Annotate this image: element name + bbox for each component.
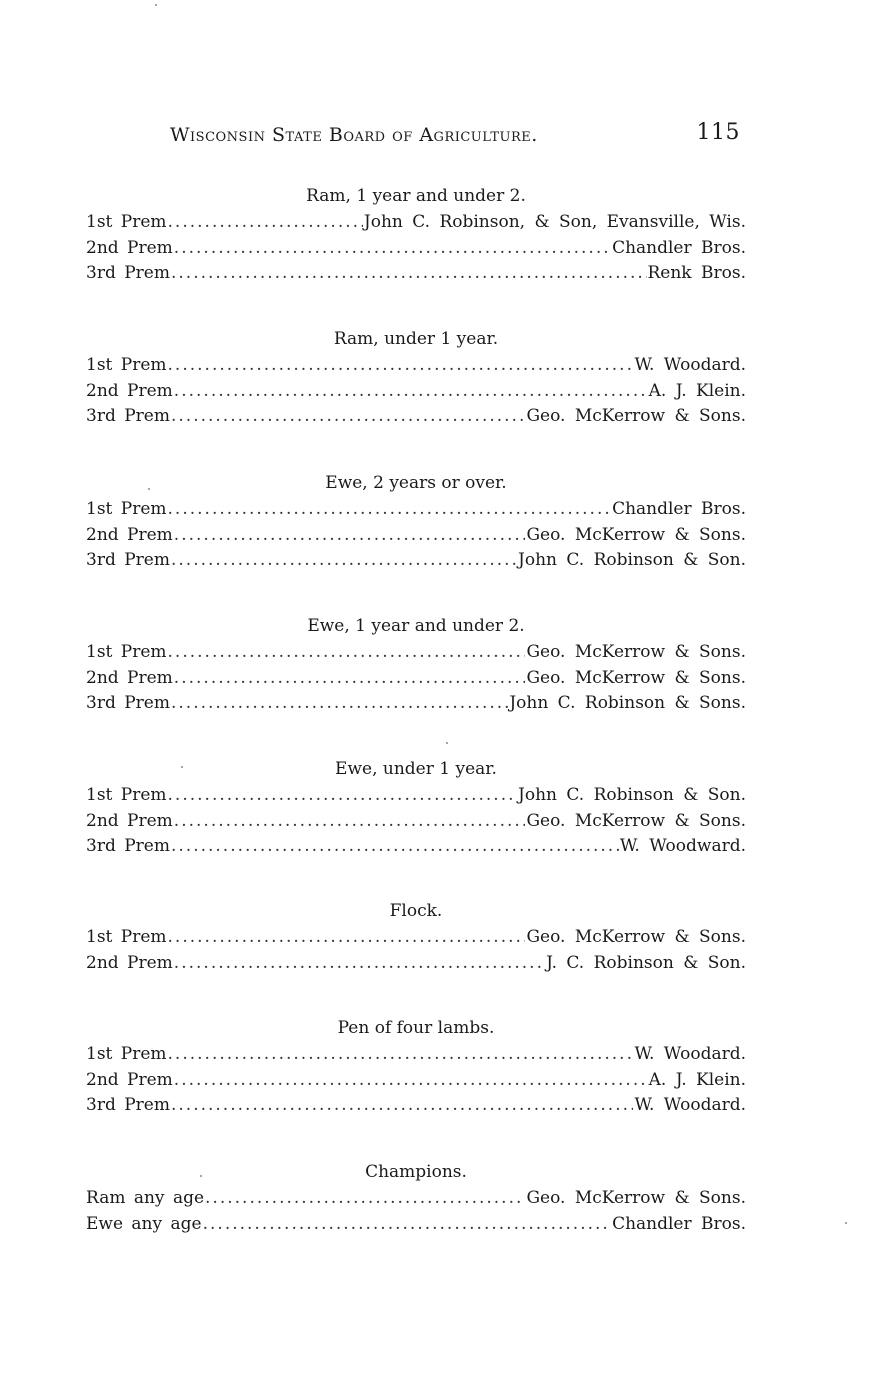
entry-label: 3rd Prem: [86, 406, 170, 426]
premium-entry: [86, 809, 746, 835]
print-speck: [155, 4, 157, 6]
section-heading: Ewe, 1 year and under 2.: [307, 616, 525, 636]
dot-leader: [174, 666, 526, 692]
print-speck: [845, 1222, 847, 1224]
section-champions: [86, 1160, 746, 1237]
entry-label: 3rd Prem: [86, 1095, 170, 1115]
premium-entry: [86, 834, 746, 860]
dot-leader: [171, 548, 517, 574]
entry-winner: Geo. McKerrow & Sons.: [526, 667, 746, 688]
entry-winner: J. C. Robinson & Son.: [546, 952, 746, 973]
dot-leader: [171, 691, 508, 717]
premium-entry: [86, 548, 746, 574]
premium-entry: [86, 404, 746, 430]
dot-leader: [174, 809, 526, 835]
premium-entry: [86, 691, 746, 717]
entry-label: 1st Prem: [86, 499, 167, 519]
entry-winner: W. Woodward.: [619, 836, 746, 856]
premium-entry: [86, 783, 746, 809]
entry-winner: Geo. McKerrow & Sons.: [526, 406, 746, 426]
dot-leader: [168, 353, 634, 379]
premium-entry: [86, 640, 746, 666]
entry-winner: John C. Robinson, & Son, Evansville, Wis.: [363, 212, 746, 232]
entry-winner: Chandler Bros.: [612, 1213, 746, 1234]
entry-label: 2nd Prem: [86, 1069, 173, 1090]
dot-leader: [174, 236, 611, 262]
dot-leader: [174, 523, 526, 549]
entry-winner: Geo. McKerrow & Sons.: [526, 927, 746, 947]
dot-leader: [171, 261, 647, 287]
entry-label: 3rd Prem: [86, 550, 170, 570]
dot-leader: [168, 640, 526, 666]
entry-label: 1st Prem: [86, 1044, 167, 1064]
entry-label: 3rd Prem: [86, 836, 170, 856]
premium-entry: [86, 379, 746, 405]
running-head: [170, 120, 740, 150]
entry-label: 1st Prem: [86, 785, 167, 805]
entry-winner: Chandler Bros.: [612, 499, 746, 519]
premium-entry: [86, 1186, 746, 1212]
entry-winner: John C. Robinson & Son.: [518, 550, 746, 570]
entry-label: 2nd Prem: [86, 952, 173, 973]
section-ewe-1-year: [86, 614, 746, 717]
premium-entry: [86, 666, 746, 692]
entry-winner: A. J. Klein.: [648, 1069, 746, 1090]
entry-winner: John C. Robinson & Sons.: [509, 693, 746, 713]
entry-label: 3rd Prem: [86, 693, 170, 713]
entry-label: 3rd Prem: [86, 263, 170, 283]
dot-leader: [168, 783, 518, 809]
entry-winner: Chandler Bros.: [612, 237, 746, 258]
premium-entry: [86, 925, 746, 951]
premium-entry: [86, 497, 746, 523]
print-speck: [446, 742, 448, 744]
premium-entry: [86, 210, 746, 236]
dot-leader: [205, 1186, 525, 1212]
entry-label: Ram any age: [86, 1188, 205, 1208]
entry-label: 2nd Prem: [86, 667, 173, 688]
premium-entry: [86, 353, 746, 379]
section-flock: [86, 899, 746, 976]
dot-leader: [168, 497, 612, 523]
entry-winner: John C. Robinson & Son.: [518, 785, 746, 805]
section-ewe-under-1-year: [86, 757, 746, 860]
entry-winner: W. Woodard.: [634, 1044, 746, 1064]
entry-winner: Geo. McKerrow & Sons.: [526, 524, 746, 545]
dot-leader: [171, 1093, 633, 1119]
section-heading: Pen of four lambs.: [337, 1018, 495, 1038]
dot-leader: [171, 834, 619, 860]
dot-leader: [174, 379, 648, 405]
entry-winner: W. Woodard.: [634, 355, 746, 375]
section-ram-1-year: [86, 184, 746, 287]
section-ewe-2-years: [86, 471, 746, 574]
print-speck: [148, 488, 150, 490]
print-speck: [200, 1175, 202, 1177]
dot-leader: [203, 1212, 611, 1238]
entry-winner: W. Woodard.: [634, 1095, 746, 1115]
dot-leader: [168, 1042, 634, 1068]
section-heading: Flock.: [389, 901, 443, 921]
premium-entry: [86, 523, 746, 549]
section-heading: Ewe, under 1 year.: [335, 759, 497, 779]
entry-label: 1st Prem: [86, 355, 167, 375]
entry-winner: A. J. Klein.: [648, 380, 746, 401]
section-heading: Champions.: [365, 1162, 467, 1182]
entry-label: 1st Prem: [86, 642, 167, 662]
entry-label: Ewe any age: [86, 1213, 202, 1234]
entry-winner: Geo. McKerrow & Sons.: [526, 642, 746, 662]
premium-entry: [86, 1042, 746, 1068]
entry-label: 2nd Prem: [86, 237, 173, 258]
premium-entry: [86, 236, 746, 262]
section-heading: Ram, under 1 year.: [333, 329, 499, 349]
section-ram-under-1-year: [86, 327, 746, 430]
section-pen-of-four-lambs: [86, 1016, 746, 1119]
section-heading: Ram, 1 year and under 2.: [306, 186, 526, 206]
running-head-title: Wisconsin State Board of Agriculture.: [170, 124, 538, 146]
page-number: 115: [696, 120, 740, 145]
premium-entry: [86, 1068, 746, 1094]
dot-leader: [174, 951, 545, 977]
section-heading: Ewe, 2 years or over.: [325, 473, 507, 493]
entry-label: 2nd Prem: [86, 810, 173, 831]
entry-label: 2nd Prem: [86, 524, 173, 545]
premium-entry: [86, 261, 746, 287]
entry-label: 2nd Prem: [86, 380, 173, 401]
premium-entry: [86, 1212, 746, 1238]
premium-entry: [86, 951, 746, 977]
entry-winner: Geo. McKerrow & Sons.: [526, 1188, 746, 1208]
entry-winner: Renk Bros.: [647, 263, 746, 283]
dot-leader: [171, 404, 525, 430]
entry-winner: Geo. McKerrow & Sons.: [526, 810, 746, 831]
print-speck: [181, 766, 183, 768]
dot-leader: [174, 1068, 648, 1094]
entry-label: 1st Prem: [86, 212, 167, 232]
dot-leader: [168, 925, 526, 951]
dot-leader: [168, 210, 363, 236]
entry-label: 1st Prem: [86, 927, 167, 947]
premium-entry: [86, 1093, 746, 1119]
